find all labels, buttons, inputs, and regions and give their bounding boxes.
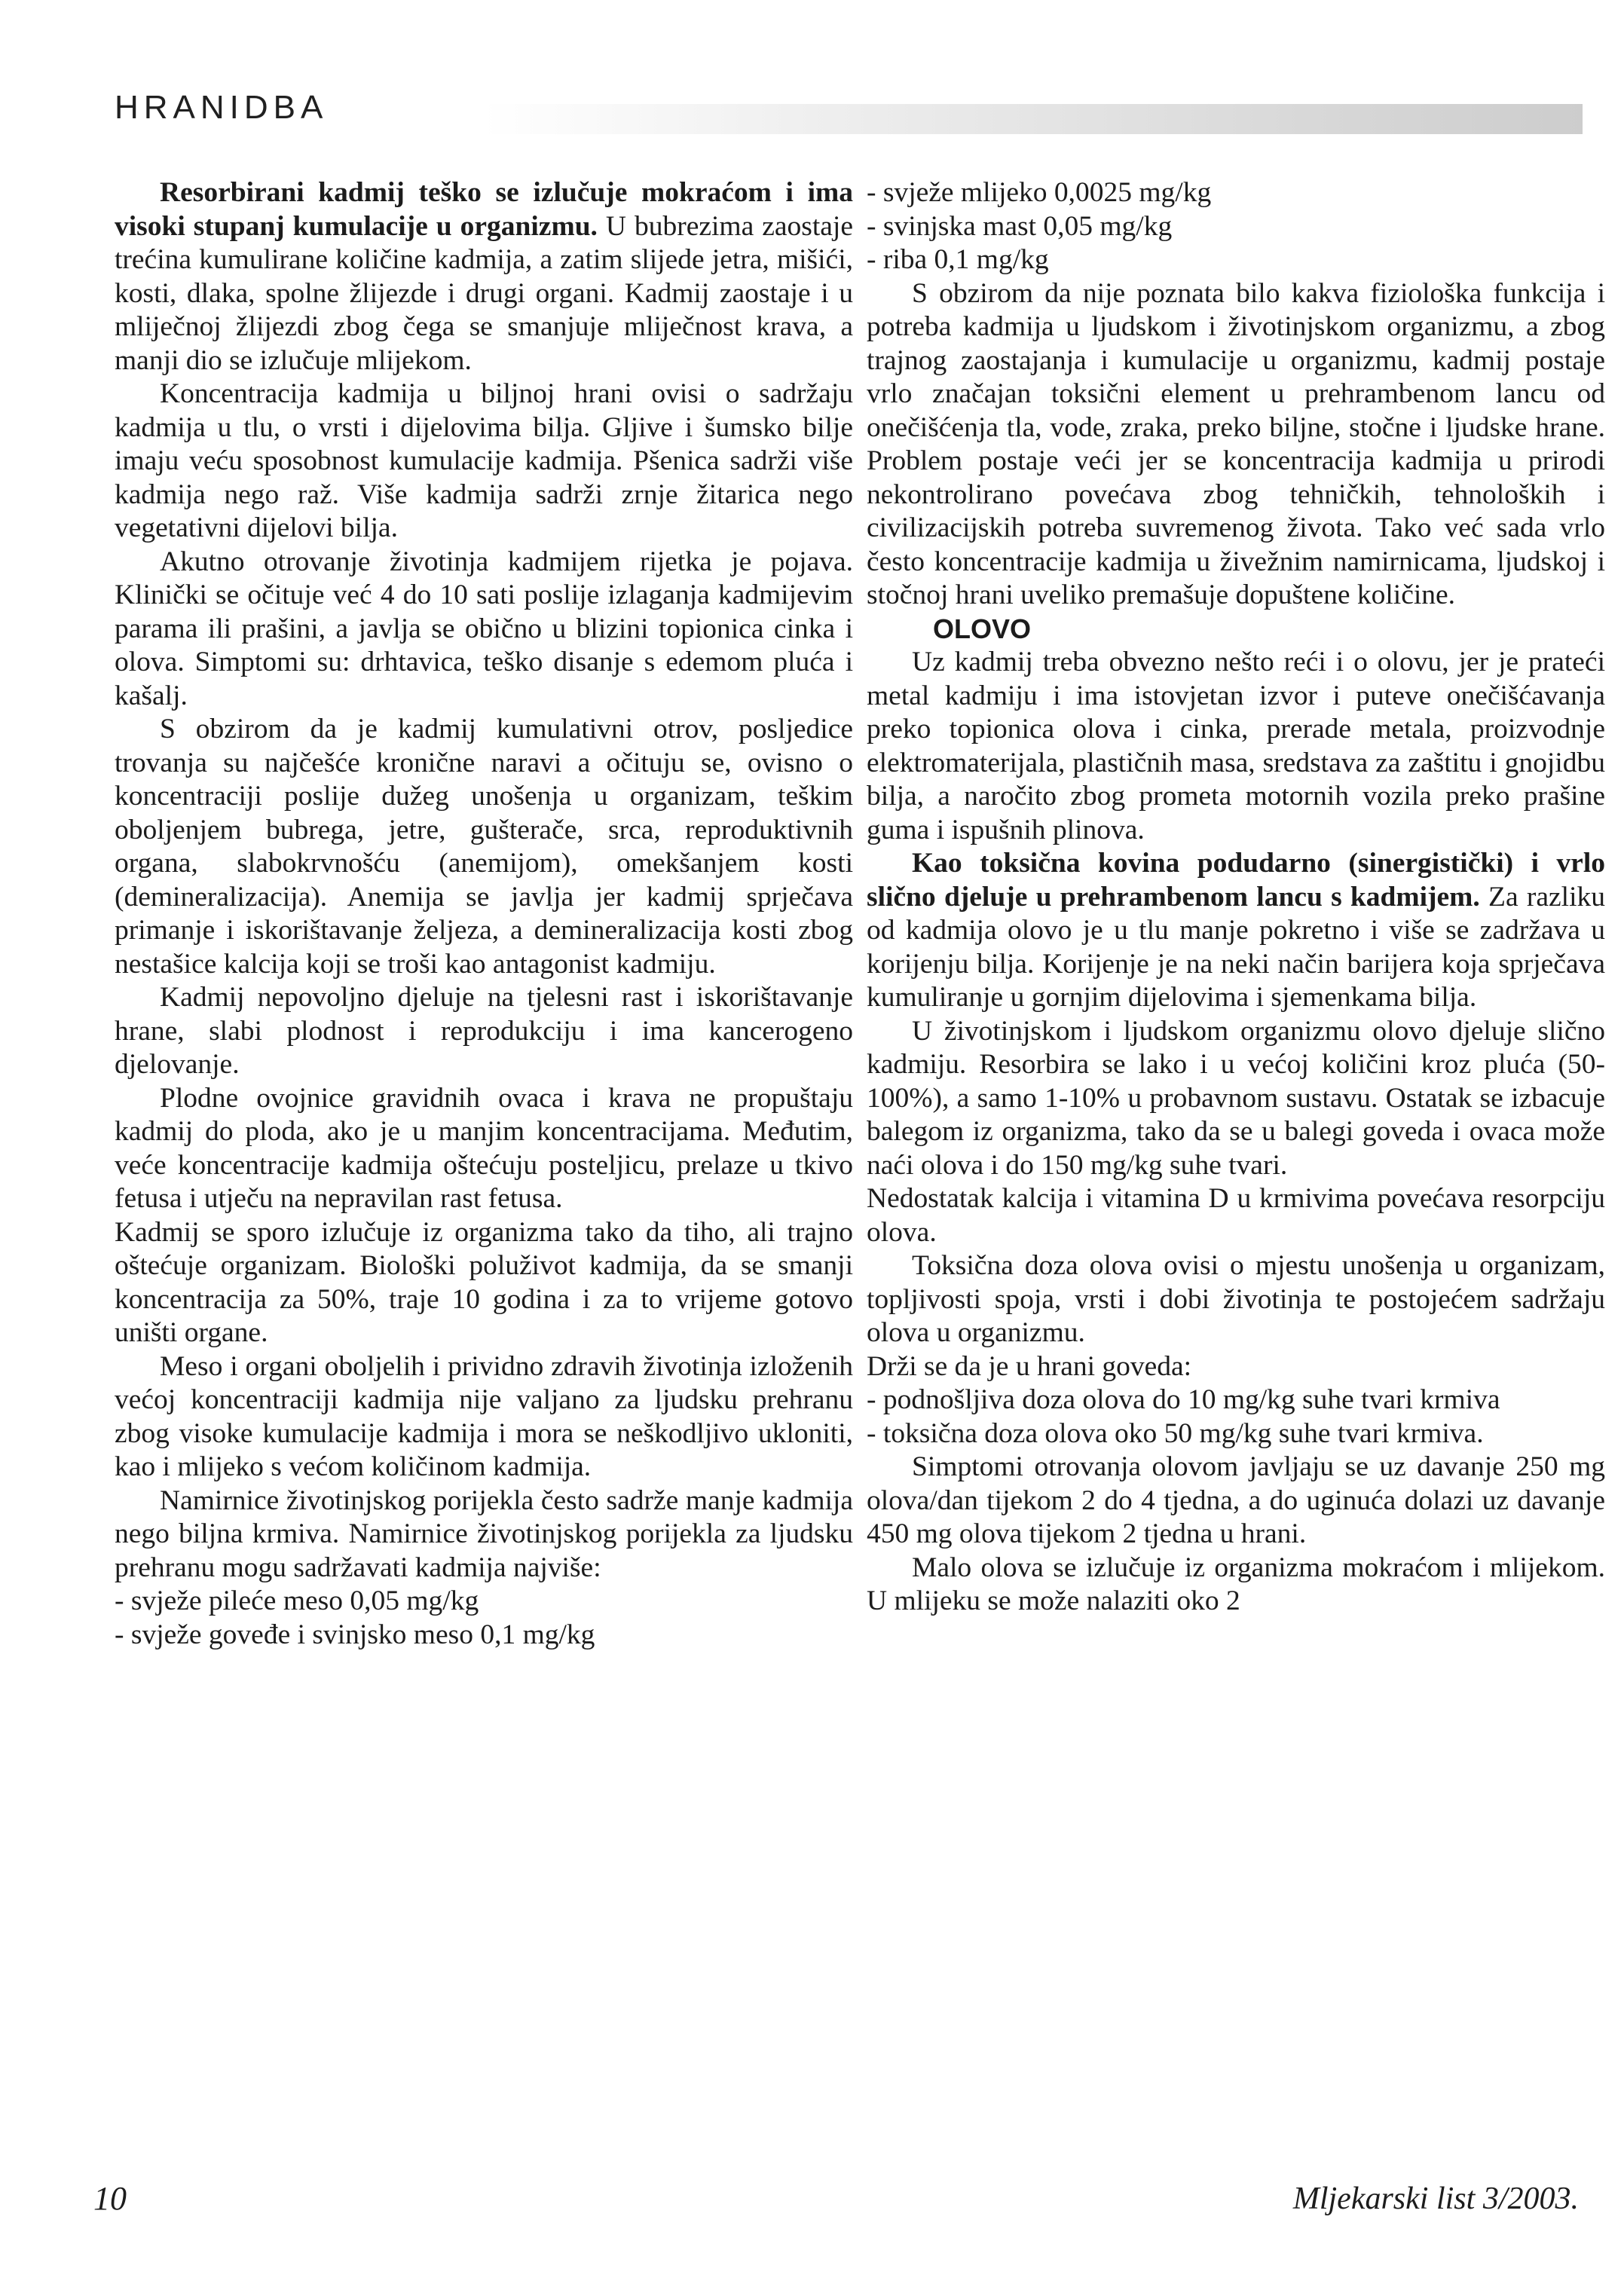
list-item: - riba 0,1 mg/kg xyxy=(867,244,1049,275)
paragraph: Malo olova se izlučuje iz organizma mokraćom i mlijekom. U mlijeku se može nalaziti oko 2 xyxy=(867,1552,1605,1616)
paragraph xyxy=(115,176,853,378)
paragraph-text: Za razliku od kadmija olovo je u tlu manje pokretno i više se zadržava u korijenju bilja. Korijenje je na neki način barijera koja sprječava kumuliranje u gornjim dijelovima i sjemenkama bilja. xyxy=(867,881,1605,1013)
paragraph-text: U bubrezima zaostaje trećina kumulirane količine kadmija, a zatim slijede jetra, mišići, kosti, dlaka, spolne žlijezde i drugi organi. Kadmij zaostaje i u mliječnoj žlijezdi zbog čega se smanjuje mliječnost krava, a manji dio se izlučuje mlijekom. xyxy=(115,210,853,376)
paragraph: Akutno otrovanje životinja kadmijem rijetka je pojava. Klinički se očituje već 4 do 10 sati poslije izlaganja kadmijevim parama ili prašini, a javlja se obično u blizini topionica cinka i olova. Simptomi su: drhtavica, teško disanje s edemom pluća i kašalj. xyxy=(115,546,853,711)
paragraph: Koncentracija kadmija u biljnoj hrani ovisi o sadržaju kadmija u tlu, o vrsti i dijelovima bilja. Gljive i šumsko bilje imaju veću sposobnost kumulacije kadmija. Pšenica sadrži više kadmija nego raž. Više kadmija sadrži zrnje žitarica nego vegetativni dijelovi bilja. xyxy=(115,378,853,543)
lead-sentence: Resorbirani kadmij teško se izlučuje mokraćom i ima visoki stupanj kumulacije u organizmu. xyxy=(115,177,853,242)
paragraph: Kadmij nepovoljno djeluje na tjelesni rast i iskorištavanje hrane, slabi plodnost i reprodukciju i ima kancerogeno djelovanje. xyxy=(115,982,853,1080)
list-item: - svježe pileće meso 0,05 mg/kg xyxy=(115,1585,479,1616)
list-item: - toksična doza olova oko 50 mg/kg suhe tvari krmiva. xyxy=(867,1417,1484,1449)
paragraph: Kadmij se sporo izlučuje iz organizma tako da tiho, ali trajno oštećuje organizam. Biološki poluživot kadmija, da se smanji koncentracija za 50%, traje 10 godina i za to vrijeme gotovo uništi organe. xyxy=(115,1216,853,1348)
limit-list-continued xyxy=(867,176,1605,277)
paragraph: Uz kadmij treba obvezno nešto reći i o olovu, jer je prateći metal kadmiju i ima istovjetan izvor i puteve onečišćavanja preko topionica olova i cinka, prerade metala, proizvodnje elektromaterijala, plastičnih masa, sredstava za zaštitu i gnojidbu bilja, a naročito zbog prometa motornih vozila preko prašine guma i ispušnih plinova. xyxy=(867,647,1605,845)
paragraph: S obzirom da nije poznata bilo kakva fiziološka funkcija i potreba kadmija u ljudskom i životinjskom organizmu, a zbog trajnog zaostajanja i kumulacije u organizmu, kadmij postaje vrlo značajan toksični element u prehrambenom lancu od onečišćenja tla, vode, zraka, preko biljne, stočne i ljudske hrane. Problem postaje veći jer se koncentracija kadmija u prirodi nekontrolirano povećava zbog tehničkih, tehnoloških i civilizacijskih potreba suvremenog života. Tako već sada vrlo često koncentracije kadmija u živežnim namirnicama, ljudskoj i stočnoj hrani uveliko premašuje dopuštene količine. xyxy=(867,277,1605,610)
page-footer xyxy=(0,2170,1624,2261)
page-number: 10 xyxy=(93,2180,127,2217)
paragraph: Toksična doza olova ovisi o mjestu unošenja u organizam, topljivosti spoja, vrsti i dobi životinja te postojećem sadržaju olova u organizmu. xyxy=(867,1250,1605,1348)
dose-list xyxy=(867,1383,1605,1451)
list-item: - svježe goveđe i svinjsko meso 0,1 mg/kg xyxy=(115,1619,595,1650)
right-column xyxy=(867,176,1605,1619)
header-band xyxy=(482,104,1583,134)
paragraph: Drži se da je u hrani goveda: xyxy=(867,1350,1192,1382)
left-column xyxy=(115,176,853,1652)
paragraph: U životinjskom i ljudskom organizmu olovo djeluje slično kadmiju. Resorbira se lako i u većoj količini kroz pluća (50-100%), a samo 1-10% u probavnom sustavu. Ostatak se izbacuje balegom iz organizma, tako da se u balegi goveda i ovaca može naći olova i do 150 mg/kg suhe tvari. xyxy=(867,1015,1605,1181)
lead-sentence: Kao toksična kovina podudarno (sinergistički) i vrlo slično djeluje u prehrambenom lancu s kadmijem. xyxy=(867,848,1605,913)
list-item: - svinjska mast 0,05 mg/kg xyxy=(867,210,1173,242)
paragraph: Meso i organi oboljelih i prividno zdravih životinja izloženih većoj koncentraciji kadmija nije valjano za ljudsku prehranu zbog visoke kumulacije kadmija i mora se neškodljivo ukloniti, kao i mlijeko s većom količinom kadmija. xyxy=(115,1350,853,1482)
paragraph xyxy=(867,847,1605,1015)
section-label: HRANIDBA xyxy=(115,89,329,126)
page-header xyxy=(0,0,1624,151)
list-item: - podnošljiva doza olova do 10 mg/kg suhe tvari krmiva xyxy=(867,1384,1500,1415)
paragraph: Plodne ovojnice gravidnih ovaca i krava ne propuštaju kadmij do ploda, ako je u manjim koncentracijama. Međutim, veće koncentracije kadmija oštećuju posteljicu, prelaze u tkivo fetusa i utječu na nepravilan rast fetusa. xyxy=(115,1082,853,1214)
journal-reference: Mljekarski list 3/2003. xyxy=(1292,2181,1579,2216)
paragraph: Simptomi otrovanja olovom javljaju se uz davanje 250 mg olova/dan tijekom 2 do 4 tjedna, a do uginuća dolazi uz davanje 450 mg olova tijekom 2 tjedna u hrani. xyxy=(867,1451,1605,1549)
section-heading: OLOVO xyxy=(933,613,1032,644)
limit-list xyxy=(115,1585,853,1652)
list-item: - svježe mlijeko 0,0025 mg/kg xyxy=(867,177,1212,208)
paragraph: Namirnice životinjskog porijekla često sadrže manje kadmija nego biljna krmiva. Namirnice životinjskog porijekla za ljudsku prehranu mogu sadržavati kadmija najviše: xyxy=(115,1484,853,1583)
paragraph: Nedostatak kalcija i vitamina D u krmivima povećava resorpciju olova. xyxy=(867,1183,1605,1248)
paragraph: S obzirom da je kadmij kumulativni otrov, posljedice trovanja su najčešće kronične naravi a očituju se, ovisno o koncentraciji poslije dužeg unošenja u organizam, teškim oboljenjem bubrega, jetre, gušterače, srca, reproduktivnih organa, slabokrvnošću (anemijom), omekšanjem kosti (demineralizacija). Anemija se javlja jer kadmij sprječava primanje i iskorištavanje željeza, a demineralizacija kosti zbog nestašice kalcija koji se troši kao antagonist kadmiju. xyxy=(115,714,853,980)
